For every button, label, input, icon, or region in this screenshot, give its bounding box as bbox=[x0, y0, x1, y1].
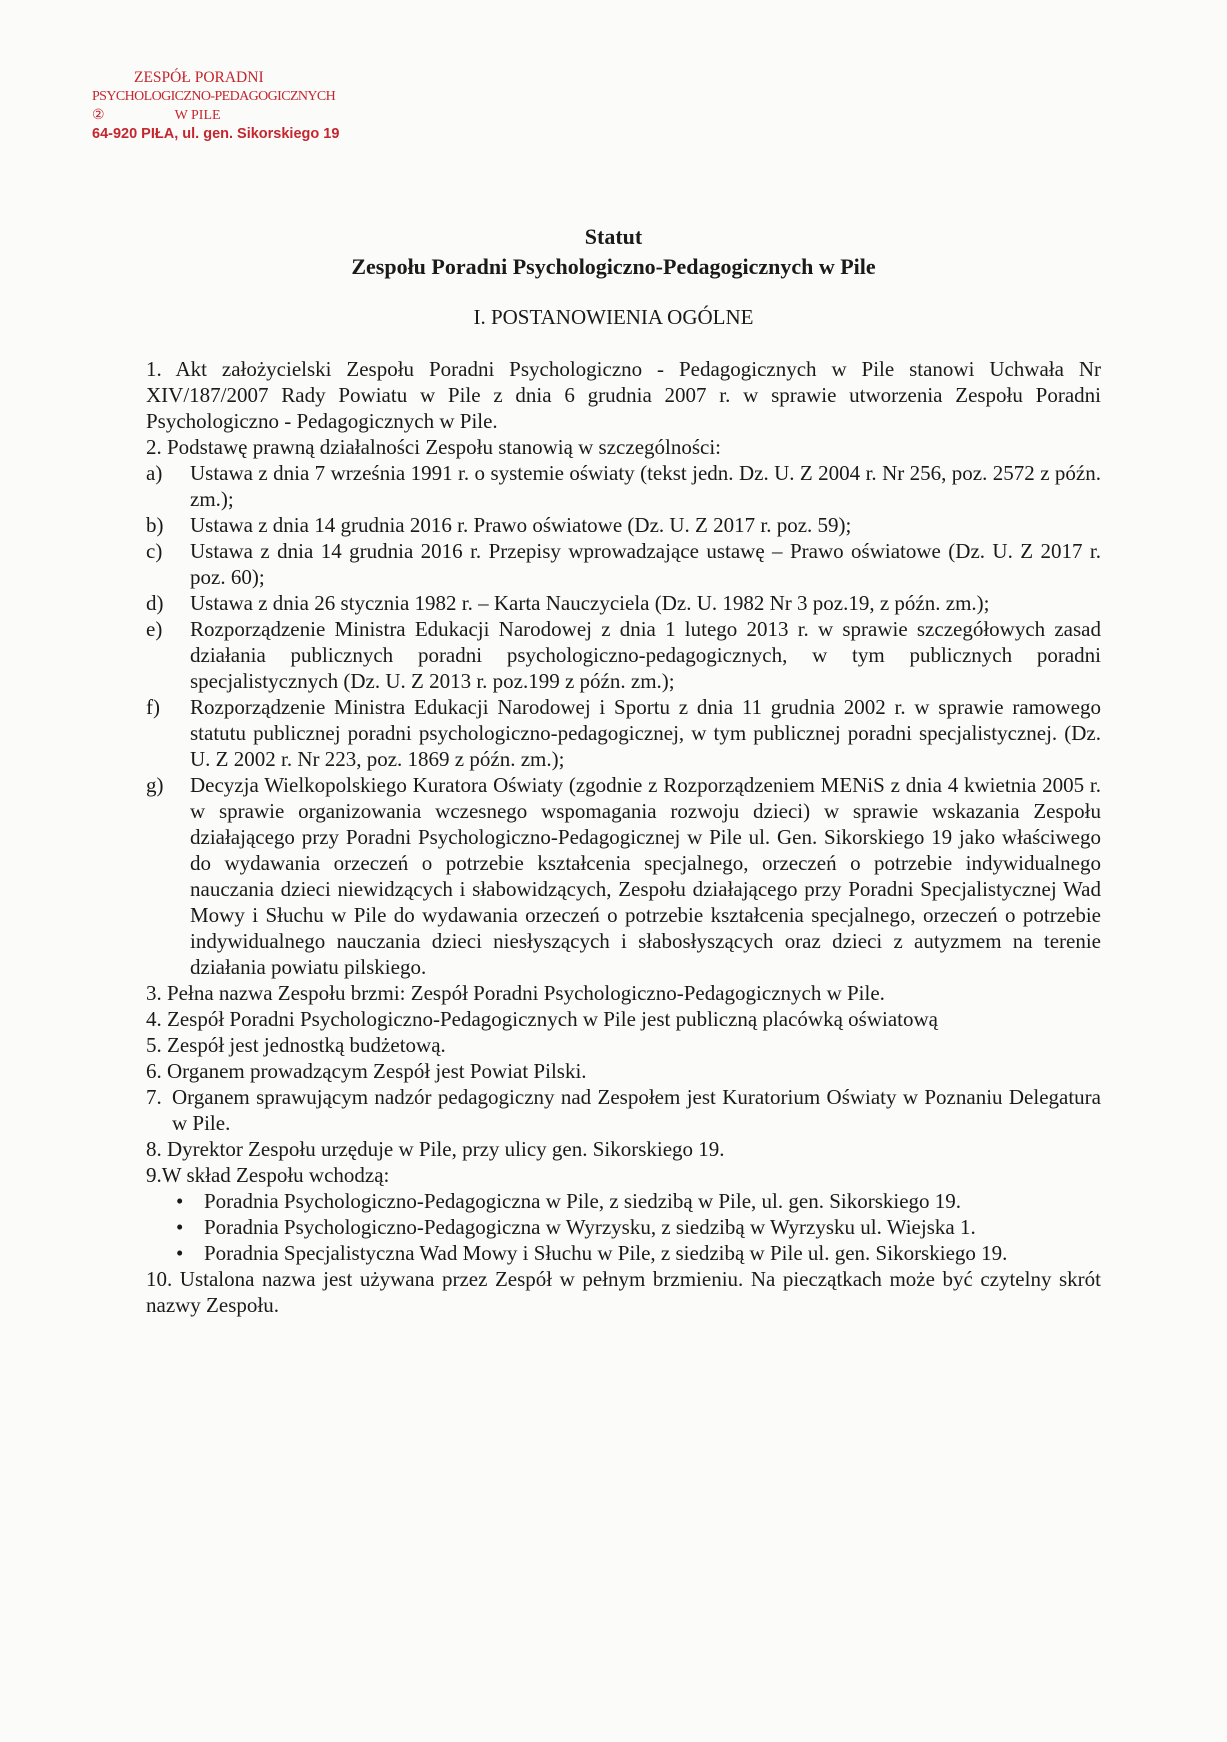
legal-basis-item bbox=[146, 616, 1101, 694]
item-label: d) bbox=[146, 591, 164, 615]
item-text: Rozporządzenie Ministra Edukacji Narodowej i Sportu z dnia 11 grudnia 2002 r. w sprawie ramowego statutu publicznej poradni psychologiczno-pedagogicznej, w tym publicznej poradni specjalistycznej. (Dz. U. Z 2002 r. Nr 223, poz. 1869 z późn. zm.); bbox=[190, 695, 1101, 771]
paragraph-10: 10. Ustalona nazwa jest używana przez Zespół w pełnym brzmieniu. Na pieczątkach może być czytelny skrót nazwy Zespołu. bbox=[146, 1267, 1101, 1317]
paragraph-2: 2. Podstawę prawną działalności Zespołu stanowią w szczególności: bbox=[146, 435, 722, 459]
legal-basis-item bbox=[146, 590, 1101, 616]
item-label: e) bbox=[146, 617, 163, 641]
bullet-icon: • bbox=[176, 1241, 184, 1265]
unit-item bbox=[146, 1240, 1101, 1266]
item-label: 7. bbox=[146, 1085, 162, 1109]
legal-basis-item bbox=[146, 460, 1101, 512]
paragraph-8: 8. Dyrektor Zespołu urzęduje w Pile, przy ulicy gen. Sikorskiego 19. bbox=[146, 1137, 725, 1161]
item-text: Ustawa z dnia 14 grudnia 2016 r. Przepisy wprowadzające ustawę – Prawo oświatowe (Dz. U. Z 2017 r. poz. 60); bbox=[190, 539, 1101, 589]
legal-basis-item bbox=[146, 694, 1101, 772]
institution-stamp bbox=[92, 68, 339, 144]
item-label: c) bbox=[146, 539, 163, 563]
unit-text: Poradnia Specjalistyczna Wad Mowy i Słuchu w Pile, z siedzibą w Pile ul. gen. Sikorskiego 19. bbox=[204, 1241, 1008, 1265]
stamp-line-1: ZESPÓŁ PORADNI bbox=[134, 69, 264, 86]
item-text: Organem sprawującym nadzór pedagogiczny nad Zespołem jest Kuratorium Oświaty w Poznaniu Delegatura w Pile. bbox=[172, 1085, 1101, 1135]
units-list bbox=[146, 1188, 1101, 1266]
legal-basis-item bbox=[146, 538, 1101, 590]
unit-text: Poradnia Psychologiczno-Pedagogiczna w Wyrzysku, z siedzibą w Wyrzysku ul. Wiejska 1. bbox=[204, 1215, 976, 1239]
item-label: b) bbox=[146, 513, 164, 537]
document-subtitle: Zespołu Poradni Psychologiczno-Pedagogicznych w Pile bbox=[351, 254, 876, 279]
stamp-line-3 bbox=[92, 106, 339, 125]
unit-item bbox=[146, 1214, 1101, 1240]
item-text: Decyzja Wielkopolskiego Kuratora Oświaty (zgodnie z Rozporządzeniem MENiS z dnia 4 kwietnia 2005 r. w sprawie organizowania wczesnego wspomagania rozwoju dzieci) w sprawie wskazania Zespołu działającego przy Poradni Psychologiczno-Pedagogicznej w Pile ul. Gen. Sikorskiego 19 jako właściwego do wydawania orzeczeń o potrzebie kształcenia specjalnego, orzeczeń o potrzebie indywidualnego nauczania dzieci niewidzących i słabowidzących, Zespołu działającego przy Poradni Specjalistycznej Wad Mowy i Słuchu w Pile do wydawania orzeczeń o potrzebie kształcenia specjalnego, orzeczeń o potrzebie indywidualnego nauczania dzieci niesłyszących i słabosłyszących oraz dzieci z autyzmem na terenie działania powiatu pilskiego. bbox=[190, 773, 1101, 979]
item-text: Ustawa z dnia 14 grudnia 2016 r. Prawo oświatowe (Dz. U. Z 2017 r. poz. 59); bbox=[190, 513, 852, 537]
legal-basis-list bbox=[146, 460, 1101, 980]
legal-basis-item bbox=[146, 512, 1101, 538]
item-label: g) bbox=[146, 773, 164, 797]
bullet-icon: • bbox=[176, 1189, 184, 1213]
document-title: Statut bbox=[584, 224, 643, 249]
item-text: Ustawa z dnia 26 stycznia 1982 r. – Karta Nauczyciela (Dz. U. 1982 Nr 3 poz.19, z późn. zm.); bbox=[190, 591, 990, 615]
paragraph-4: 4. Zespół Poradni Psychologiczno-Pedagogicznych w Pile jest publiczną placówką oświatową bbox=[146, 1007, 938, 1031]
paragraph-7 bbox=[146, 1084, 1101, 1136]
bullet-icon: • bbox=[176, 1215, 184, 1239]
stamp-city: W PILE bbox=[174, 108, 221, 123]
item-label: f) bbox=[146, 695, 160, 719]
unit-text: Poradnia Psychologiczno-Pedagogiczna w Pile, z siedzibą w Pile, ul. gen. Sikorskiego 19. bbox=[204, 1189, 962, 1213]
legal-basis-item bbox=[146, 772, 1101, 980]
paragraph-1: 1. Akt założycielski Zespołu Poradni Psychologiczno - Pedagogicznych w Pile stanowi Uchwała Nr XIV/187/2007 Rady Powiatu w Pile z dnia 6 grudnia 2007 r. w sprawie utworzenia Zespołu Poradni Psychologiczno - Pedagogicznych w Pile. bbox=[146, 357, 1101, 433]
stamp-address: 64-920 PIŁA, ul. gen. Sikorskiego 19 bbox=[92, 126, 340, 142]
item-text: Rozporządzenie Ministra Edukacji Narodowej z dnia 1 lutego 2013 r. w sprawie szczegółowych zasad działania publicznych poradni psychologiczno-pedagogicznych, w tym publicznych poradni specjalistycznych (Dz. U. Z 2013 r. poz.199 z późn. zm.); bbox=[190, 617, 1101, 693]
document-body bbox=[146, 356, 1101, 1318]
paragraph-6: 6. Organem prowadzącym Zespół jest Powiat Pilski. bbox=[146, 1059, 587, 1083]
paragraph-5: 5. Zespół jest jednostką budżetową. bbox=[146, 1033, 446, 1057]
section-heading: I. POSTANOWIENIA OGÓLNE bbox=[473, 305, 754, 329]
item-text: Ustawa z dnia 7 września 1991 r. o systemie oświaty (tekst jedn. Dz. U. Z 2004 r. Nr 256, poz. 2572 z późn. zm.); bbox=[190, 461, 1101, 511]
stamp-number: ② bbox=[92, 108, 105, 123]
paragraph-3: 3. Pełna nazwa Zespołu brzmi: Zespół Poradni Psychologiczno-Pedagogicznych w Pile. bbox=[146, 981, 885, 1005]
paragraph-9: 9.W skład Zespołu wchodzą: bbox=[146, 1163, 390, 1187]
item-label: a) bbox=[146, 461, 163, 485]
unit-item bbox=[146, 1188, 1101, 1214]
stamp-line-2: PSYCHOLOGICZNO-PEDAGOGICZNYCH bbox=[92, 89, 336, 104]
